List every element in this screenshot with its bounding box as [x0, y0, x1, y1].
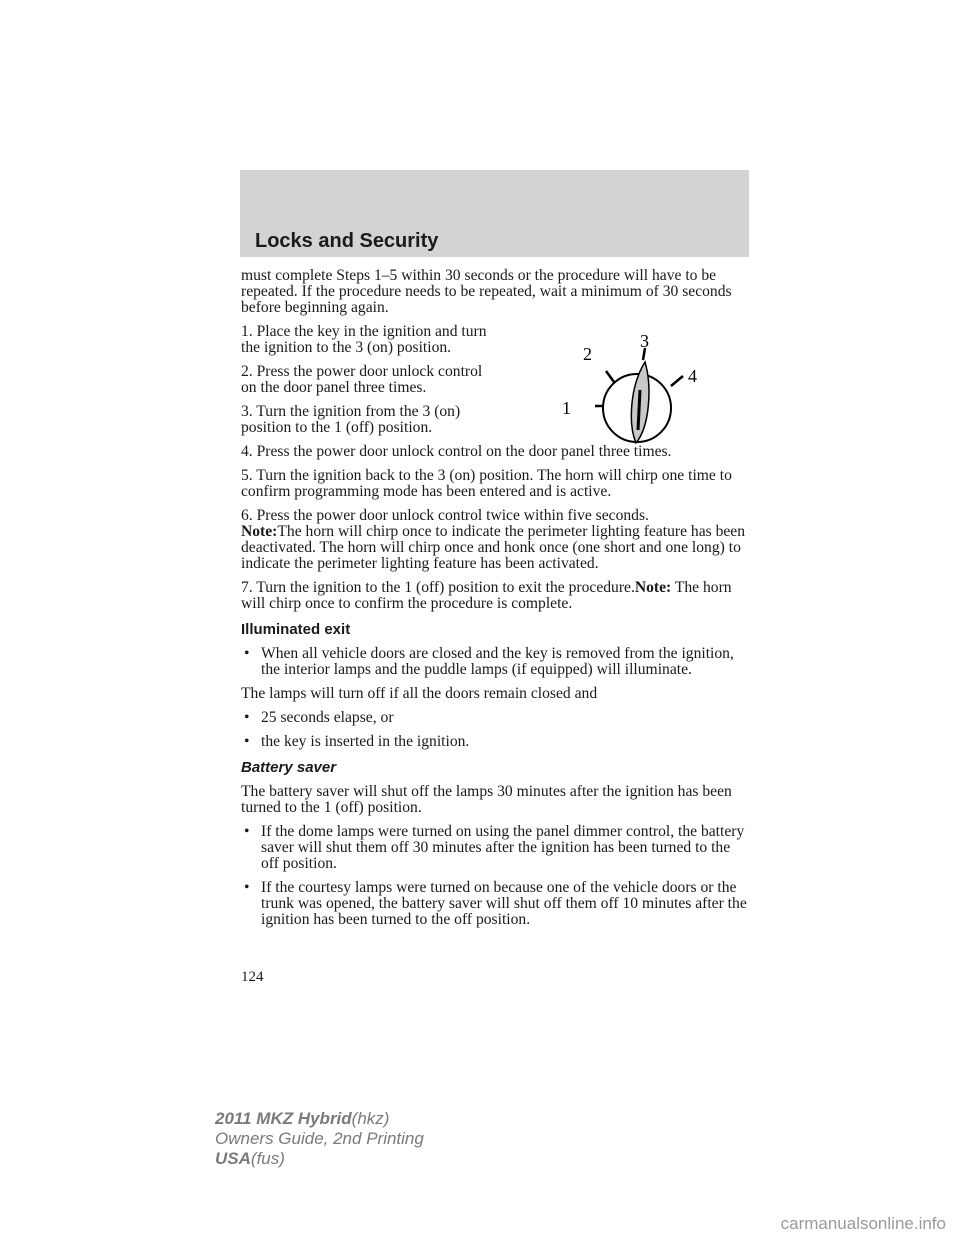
step-6-note-label: Note: [241, 523, 278, 540]
watermark: carmanualsonline.info [780, 1214, 946, 1233]
battery-saver-bullet [241, 880, 751, 928]
intro-paragraph: must complete Steps 1–5 within 30 seconds or the procedure will have to be repeated. If the procedure needs to be repeated, wait a minimum of 30 seconds before beginning again. [241, 267, 732, 316]
step-7-note: The horn will chirp once to confirm the procedure is complete. [241, 579, 732, 612]
step-5: 5. Turn the ignition back to the 3 (on) position. The horn will chirp one time to confirm programming mode has been entered and is active. [241, 467, 732, 500]
bullet-dot: • [244, 879, 250, 896]
battery-saver-bullet [241, 824, 751, 872]
bullet-text: If the courtesy lamps were turned on because one of the vehicle doors or the trunk was opened, the battery saver will shut off them off 10 minutes after the ignition has been turned to the off position. [261, 879, 747, 928]
section-title: Locks and Security [255, 230, 439, 252]
lamps-bullet [241, 710, 751, 726]
step-3: 3. Turn the ignition from the 3 (on) position to the 1 (off) position. [241, 403, 461, 436]
bullet-text: the key is inserted in the ignition. [261, 733, 470, 750]
key-slot [638, 390, 640, 430]
ignition-position-diagram [548, 326, 723, 451]
bullet-dot: • [244, 733, 250, 750]
footer-line-1 [215, 1109, 424, 1129]
bullet-dot: • [244, 709, 250, 726]
footer [215, 1109, 424, 1169]
position-4-label: 4 [688, 366, 697, 386]
footer-line-3 [215, 1149, 424, 1169]
position-3-label: 3 [640, 331, 649, 351]
battery-saver-text: The battery saver will shut off the lamps 30 minutes after the ignition has been turned to the 1 (off) position. [241, 783, 732, 816]
position-4-tick [671, 376, 683, 386]
step-6-note: The horn will chirp once to indicate the perimeter lighting feature has been deactivated. The horn will chirp once and honk once (one short and one long) to indicate the perimeter lighting feature has been activated. [241, 523, 746, 572]
illuminated-exit-bullet [241, 646, 751, 678]
footer-line-2: Owners Guide, 2nd Printing [215, 1129, 424, 1148]
lamps-text: The lamps will turn off if all the doors remain closed and [241, 685, 598, 702]
position-2-tick [606, 371, 614, 382]
step-4: 4. Press the power door unlock control on the door panel three times. [241, 443, 672, 460]
step-1: 1. Place the key in the ignition and turn the ignition to the 3 (on) position. [241, 323, 487, 356]
bullet-text: If the dome lamps were turned on using the panel dimmer control, the battery saver will shut them off 30 minutes after the ignition has been turned to the off position. [261, 823, 745, 872]
step-6-text: 6. Press the power door unlock control twice within five seconds. [241, 507, 649, 524]
lamps-bullet [241, 734, 751, 750]
step-7 [241, 580, 751, 612]
battery-saver-heading: Battery saver [241, 759, 337, 776]
step-7-note-label: Note: [634, 579, 672, 596]
bullet-text: When all vehicle doors are closed and the key is removed from the ignition, the interior lamps and the puddle lamps (if equipped) will illuminate. [261, 645, 734, 678]
page-number: 124 [241, 969, 264, 985]
step-6 [241, 508, 751, 572]
step-2: 2. Press the power door unlock control on the door panel three times. [241, 363, 483, 396]
position-2-label: 2 [583, 344, 592, 364]
bullet-dot: • [244, 823, 250, 840]
bullet-text: 25 seconds elapse, or [261, 709, 394, 726]
footer-market-code: (fus) [250, 1149, 285, 1168]
footer-model: 2011 MKZ Hybrid [215, 1109, 352, 1128]
illuminated-exit-heading: Illuminated exit [241, 621, 351, 638]
bullet-dot: • [244, 645, 250, 662]
position-1-label: 1 [562, 398, 571, 418]
footer-market: USA [215, 1149, 251, 1168]
footer-model-code: (hkz) [351, 1109, 390, 1128]
step-7-text: 7. Turn the ignition to the 1 (off) position to exit the procedure. [241, 579, 635, 596]
